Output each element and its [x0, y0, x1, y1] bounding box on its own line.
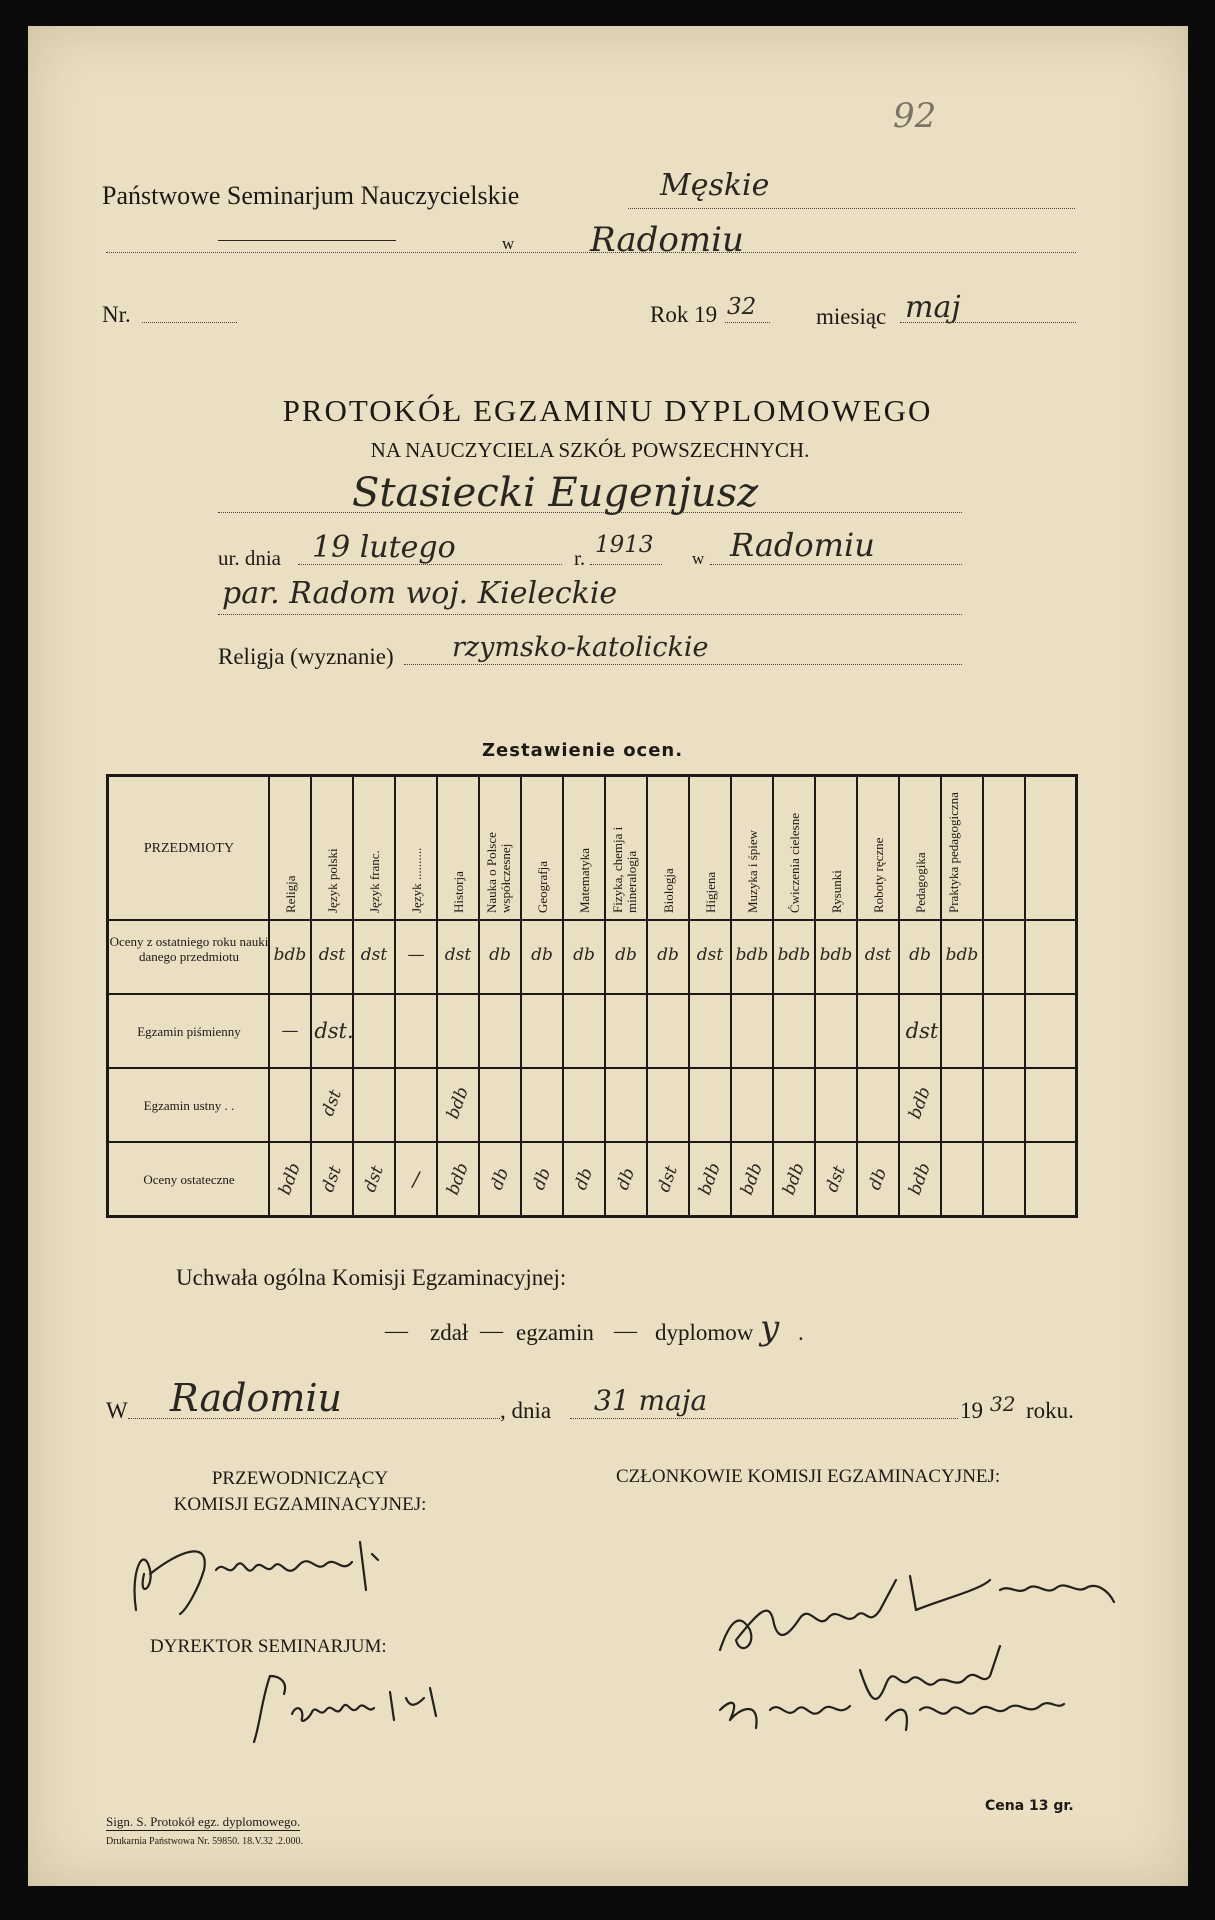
signing-place: Radomiu	[170, 1376, 343, 1420]
subject-header: Fizyka, chemja i mineralogja	[610, 826, 639, 913]
members-label: CZŁONKOWIE KOMISJI EGZAMINACYJNEJ:	[616, 1466, 1001, 1487]
place-w-label: W	[106, 1398, 128, 1423]
month-label: miesiąc	[816, 304, 887, 329]
price: Cena 13 gr.	[985, 1798, 1074, 1814]
date-line	[570, 1418, 958, 1419]
grade-cell: bdb	[443, 1084, 473, 1122]
signing-year: 32	[990, 1392, 1016, 1416]
born-place-line	[710, 564, 962, 565]
religion-label: Religja (wyznanie)	[218, 644, 394, 669]
subject-header: Historja	[451, 871, 466, 913]
grade-cell: dst	[696, 945, 724, 965]
year-label: Rok 19	[650, 302, 718, 327]
row-label-final-grades: Oceny ostateczne	[143, 1172, 235, 1187]
grade-cell: bdb	[275, 1160, 305, 1198]
city-w-label: w	[502, 234, 515, 253]
printer-info: Drukarnia Państwowa Nr. 59850. 18.V.32 .2.000.	[106, 1836, 304, 1847]
born-year: 1913	[595, 532, 654, 558]
grade-cell: dst	[318, 945, 346, 965]
row-label-written-exam: Egzamin piśmienny	[137, 1024, 241, 1039]
grade-cell: db	[612, 1165, 640, 1193]
grade-cell: bdb	[273, 945, 307, 965]
grade-cell: db	[573, 945, 595, 965]
institution-label: Państwowe Seminarjum Nauczycielskie	[102, 181, 520, 210]
grade-cell: dst	[864, 945, 892, 965]
grades-table	[106, 774, 1078, 1218]
resolution-word-diploma: dyplomow	[655, 1320, 754, 1345]
grade-cell: bdb	[695, 1160, 725, 1198]
grade-cell: —	[407, 945, 425, 965]
religion-line	[404, 664, 962, 665]
struck-blank	[218, 240, 396, 241]
nr-label: Nr.	[102, 302, 131, 327]
grade-cell: dst	[360, 945, 388, 965]
resolution-end: .	[798, 1320, 804, 1345]
resolution-suffix: y	[760, 1308, 780, 1348]
institution-type-line	[628, 208, 1075, 209]
year-prefix: 19	[960, 1398, 983, 1423]
subject-header: Religja	[283, 875, 298, 913]
grade-cell: dst	[318, 1163, 346, 1195]
grade-cell: db	[909, 945, 931, 965]
document-title: PROTOKÓŁ EGZAMINU DYPLOMOWEGO	[282, 393, 933, 428]
grade-cell: db	[489, 945, 511, 965]
grade-cell: bdb	[819, 945, 853, 965]
religion-value: rzymsko-katolickie	[452, 632, 709, 663]
roku-label: roku.	[1026, 1398, 1074, 1423]
subject-header: Język ..........	[409, 847, 424, 913]
resolution-word-exam: egzamin	[516, 1320, 594, 1345]
chair-signature	[120, 1530, 400, 1620]
grade-cell: db	[864, 1165, 892, 1193]
grade-cell: bdb	[443, 1160, 473, 1198]
document-subtitle: NA NAUCZYCIELA SZKÓŁ POWSZECHNYCH.	[370, 438, 810, 462]
row-label-oral-exam: Egzamin ustny . .	[143, 1098, 235, 1113]
grade-cell: dst	[905, 1019, 939, 1043]
nr-line	[142, 322, 237, 323]
born-day: 19 lutego	[312, 530, 456, 565]
born-year-line	[590, 564, 662, 565]
subject-header: Geografja	[535, 861, 550, 913]
grade-cell: dst	[360, 1163, 388, 1195]
chair-label-2: KOMISJI EGZAMINACYJNEJ:	[173, 1494, 427, 1515]
grade-cell: dst	[444, 945, 472, 965]
grade-cell: db	[657, 945, 679, 965]
month-line	[900, 322, 1076, 323]
subject-header: Praktyka pedagogiczna	[946, 792, 961, 913]
grade-cell: db	[528, 1165, 556, 1193]
grade-cell: db	[531, 945, 553, 965]
page-number: 92	[893, 96, 937, 136]
grade-cell: —	[281, 1021, 299, 1041]
resolution-label: Uchwała ogólna Komisji Egzaminacyjnej:	[176, 1265, 567, 1290]
subject-header: Higjena	[703, 871, 718, 913]
table-caption: Zestawienie ocen.	[482, 740, 684, 761]
institution-type: Męskie	[660, 168, 770, 203]
grade-cell: dst	[318, 1087, 346, 1119]
candidate-name: Stasiecki Eugenjusz	[352, 470, 759, 516]
grade-cell: bdb	[735, 945, 769, 965]
grade-cell: bdb	[779, 1160, 809, 1198]
resolution-mark-1: —	[385, 1318, 408, 1343]
year-value: 32	[727, 294, 757, 320]
grade-cell: dst	[822, 1163, 850, 1195]
year-line	[725, 322, 770, 323]
grade-cell: bdb	[777, 945, 811, 965]
parish: par. Radom woj. Kieleckie	[222, 576, 618, 611]
subject-header: Ćwiczenia cielesne	[787, 813, 802, 913]
parish-line	[218, 614, 962, 615]
born-place: Radomiu	[730, 526, 875, 564]
grade-cell: db	[486, 1165, 514, 1193]
grade-cell: /	[412, 1167, 420, 1191]
subject-header: Nauka o Polsce współczesnej	[484, 832, 513, 913]
grade-cell: bdb	[905, 1084, 935, 1122]
grade-cell: db	[615, 945, 637, 965]
resolution-mark-2: —	[480, 1318, 503, 1343]
grade-cell: bdb	[905, 1160, 935, 1198]
director-signature	[240, 1668, 480, 1748]
chair-label-1: PRZEWODNICZĄCY	[211, 1468, 389, 1489]
subject-header: Roboty ręczne	[871, 837, 886, 913]
subject-header: Język franc.	[367, 850, 382, 913]
born-year-label: r.	[574, 546, 586, 570]
form-signature: Sign. S. Protokół egz. dyplomowego.	[106, 1814, 301, 1829]
grade-cell: bdb	[945, 945, 979, 965]
born-w-label: w	[692, 549, 705, 568]
corner-label: PRZEDMIOTY	[143, 841, 235, 856]
row-label-last-year: Oceny z ostatniego roku nauki danego przedmiotu	[109, 934, 269, 964]
subject-header: Matematyka	[577, 848, 592, 913]
subject-header: Muzyka i śpiew	[745, 829, 760, 913]
resolution-word-passed: zdał	[430, 1320, 469, 1345]
date-label: , dnia	[500, 1398, 552, 1423]
subject-header: Język polski	[325, 848, 340, 913]
resolution-mark-3: —	[614, 1318, 637, 1343]
grade-cell: db	[570, 1165, 598, 1193]
city: Radomiu	[590, 220, 744, 260]
subject-header: Biologja	[661, 868, 676, 913]
subject-header: Pedagogika	[913, 852, 928, 913]
grade-cell: dst.	[314, 1019, 354, 1043]
director-label: DYREKTOR SEMINARJUM:	[150, 1636, 387, 1657]
month-value: maj	[905, 290, 961, 325]
signing-date: 31 maja	[594, 1384, 708, 1417]
members-signatures	[700, 1560, 1120, 1740]
born-label: ur. dnia	[218, 546, 281, 570]
grade-cell: dst	[654, 1163, 682, 1195]
subject-header: Rysunki	[829, 870, 844, 913]
grade-cell: bdb	[737, 1160, 767, 1198]
